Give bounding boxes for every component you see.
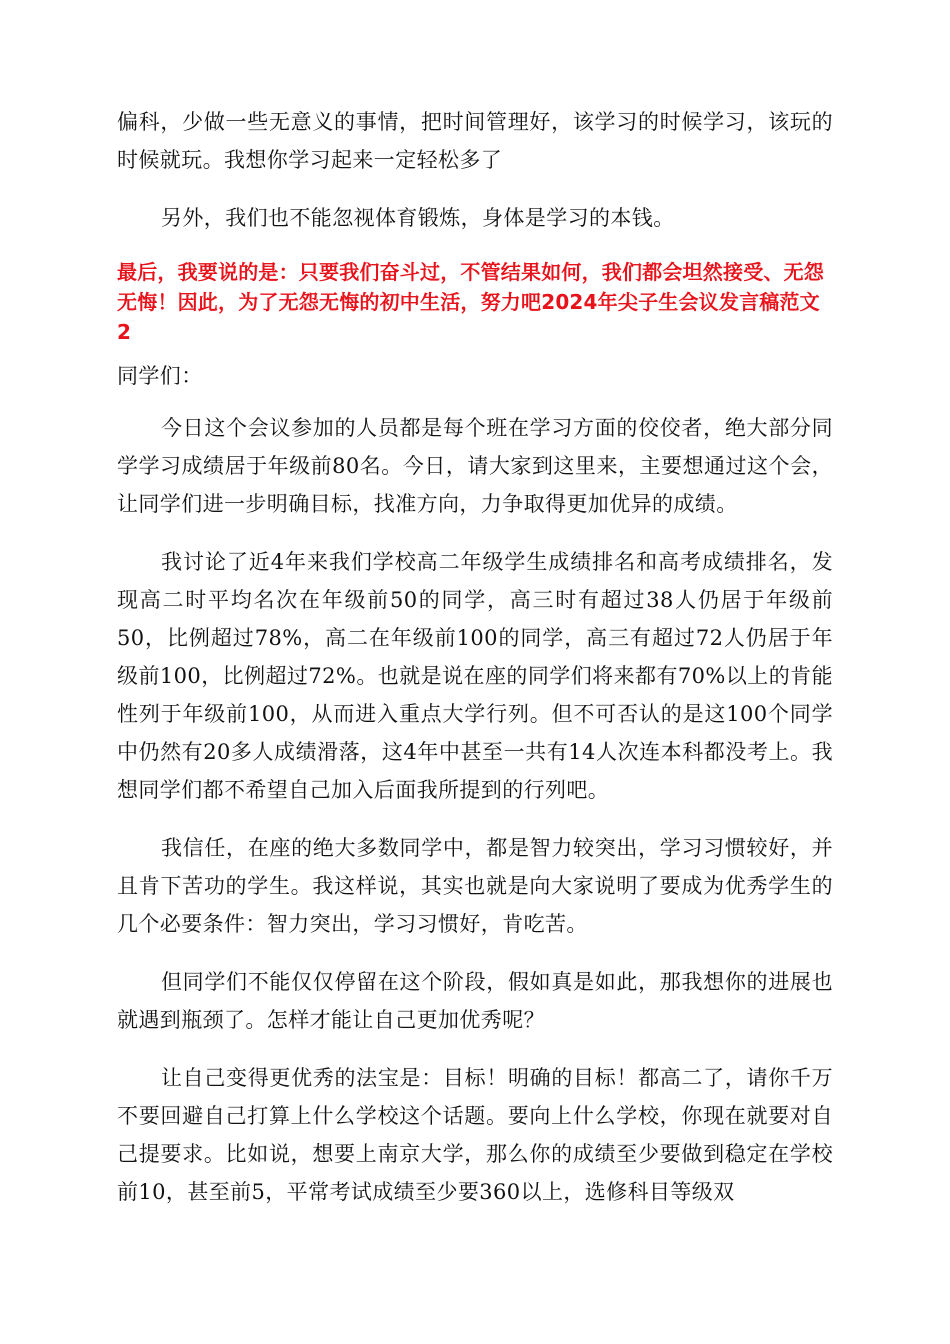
paragraph-continued: 偏科，少做一些无意义的事情，把时间管理好，该学习的时候学习，该玩的时候就玩。我想你学习起来一定轻松多了 — [117, 110, 833, 172]
section-heading: 最后，我要说的是：只要我们奋斗过，不管结果如何，我们都会坦然接受、无怨无悔！因此，为了无怨无悔的初中生活，努力吧2024年尖子生会议发言稿范文2 — [117, 260, 824, 344]
paragraph-meeting-intro: 今日这个会议参加的人员都是每个班在学习方面的佼佼者，绝大部分同学学习成绩居于年级前80名。今日，请大家到这里来，主要想通过这个会，让同学们进一步明确目标，找准方向，力争取得更加优异的成绩。 — [117, 416, 833, 516]
paragraph-conditions: 我信任，在座的绝大多数同学中，都是智力较突出，学习习惯较好，并且肯下苦功的学生。我这样说，其实也就是向大家说明了要成为优秀学生的几个必要条件：智力突出，学习习惯好，肯吃苦。 — [117, 836, 833, 936]
paragraph-bottleneck: 但同学们不能仅仅停留在这个阶段，假如真是如此，那我想你的进展也就遇到瓶颈了。怎样才能让自己更加优秀呢？ — [117, 970, 833, 1032]
salutation: 同学们： — [117, 364, 203, 388]
paragraph-goal: 让自己变得更优秀的法宝是：目标！明确的目标！都高二了，请你千万不要回避自己打算上什么学校这个话题。要向上什么学校，你现在就要对自己提要求。比如说，想要上南京大学，那么你的成绩至少要做到稳定在学校前10，甚至前5，平常考试成绩至少要360以上，选修科目等级双 — [117, 1066, 833, 1204]
paragraph-ranking-analysis: 我讨论了近4年来我们学校高二年级学生成绩排名和高考成绩排名，发现高二时平均名次在年级前50的同学，高三时有超过38人仍居于年级前50，比例超过78%，高二在年级前100的同学，高三有超过72人仍居于年级前100，比例超过72%。也就是说在座的同学们将来都有70%以上的肯能性列于年级前100，从而进入重点大学行列。但不可否认的是这100个同学中仍然有20多人成绩滑落，这4年中甚至一共有14人次连本科都没考上。我想同学们都不希望自己加入后面我所提到的行列吧。 — [117, 550, 833, 802]
document-body — [117, 103, 833, 1231]
paragraph-exercise: 另外，我们也不能忽视体育锻炼，身体是学习的本钱。 — [161, 206, 675, 230]
